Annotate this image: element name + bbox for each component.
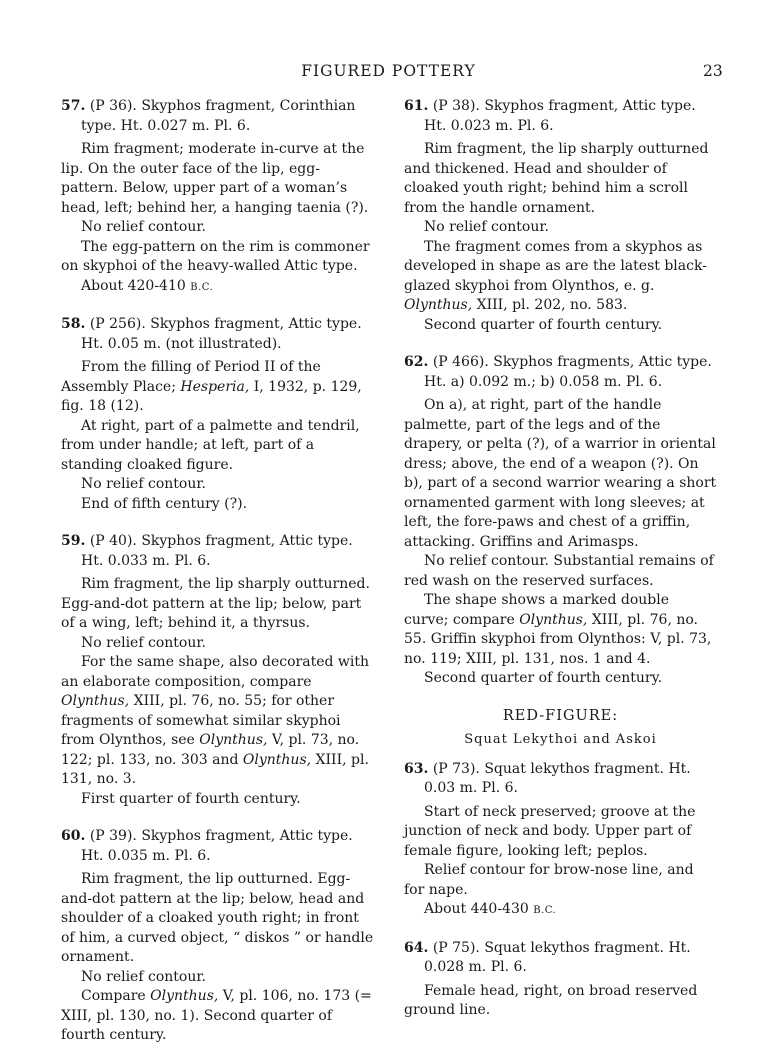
entry-number: 57. (61, 98, 86, 114)
entry-heading (61, 827, 374, 866)
section-subtitle: Squat Lekythoi and Askoi (464, 732, 657, 747)
entry-heading (61, 315, 374, 354)
contour-note: No relief contour. (81, 968, 206, 985)
entry-number: 58. (61, 316, 86, 332)
entry-number: 61. (404, 98, 429, 114)
entry-heading (61, 532, 374, 571)
date-line: Second quarter of fourth century. (424, 316, 663, 333)
commentary: For the same shape, also decorated with an elaborate composition, compare Olynthus, XIII, pl. 76, no. 55; for other fragments of somewhat similar skyphoi from Olynthos, see Olynthus, V, pl. 73, no. 122; pl. 133, no. 303 and Olynthus, XIII, pl. 131, no. 3. (61, 654, 370, 787)
catalogue-entry-60 (61, 827, 374, 1046)
date-line: End of fifth century (?). (81, 495, 248, 512)
description: Rim fragment, the lip outturned. Egg-and-dot pattern at the lip; below, head and shoulder of a cloaked youth right; in front of him, a curved object, “ diskos ” or handle ornament. (61, 871, 374, 965)
right-column (404, 97, 717, 1039)
contour-note: No relief contour. Substantial remains of red wash on the reserved surfaces. (404, 553, 714, 589)
catalogue-entry-57 (61, 97, 374, 297)
contour-note: Relief contour for brow-nose line, and for nape. (404, 862, 694, 898)
commentary: Compare Olynthus, V, pl. 106, no. 173 (= XIII, pl. 130, no. 1). Second quarter of fourth century. (61, 988, 372, 1043)
entry-number: 60. (61, 828, 86, 844)
entry-title: (P 36). Skyphos fragment, Corinthian type. Ht. 0.027 m. Pl. 6. (81, 98, 356, 134)
description: On a), at right, part of the handle palmette, part of the legs and of the drapery, or pelta (?), of a warrior in oriental dress; above, the end of a weapon (?). On b), part of a second warrior wearing a short ornamented garment with long sleeves; at left, the fore-paws and chest of a griffin, attacking. Griffins and Arimasps. (404, 397, 717, 550)
contour-note: No relief contour. (424, 219, 549, 235)
catalogue-entry-63 (404, 760, 717, 921)
left-column (61, 97, 374, 1064)
entry-heading (404, 939, 717, 978)
entry-title: (P 73). Squat lekythos fragment. Ht. 0.03 m. Pl. 6. (424, 760, 691, 796)
catalogue-entry-58 (61, 315, 374, 514)
provenance: From the filling of Period II of the Assembly Place; Hesperia, I, 1932, p. 129, fig. 18 (12). (61, 359, 362, 414)
date-line: Second quarter of fourth century. (424, 670, 663, 686)
commentary: The shape shows a marked double curve; compare Olynthus, XIII, pl. 76, no. 55. Griffin skyphoi from Olynthos: V, pl. 73, no. 119; XIII, pl. 131, nos. 1 and 4. (404, 592, 712, 667)
entry-number: 64. (404, 939, 429, 956)
page-number: 23 (703, 62, 723, 80)
entry-heading (404, 353, 717, 392)
entry-heading (61, 97, 374, 136)
description: Start of neck preserved; groove at the junction of neck and body. Upper part of female figure, looking left; peplos. (404, 803, 696, 859)
section-title: RED-FIGURE: (502, 707, 619, 724)
entry-heading (404, 97, 717, 136)
entry-title: (P 75). Squat lekythos fragment. Ht. 0.028 m. Pl. 6. (424, 939, 691, 975)
entry-title: (P 38). Skyphos fragment, Attic type. Ht. 0.023 m. Pl. 6. (424, 98, 696, 134)
description: Rim fragment, the lip sharply outturned and thickened. Head and shoulder of cloaked youth right; behind him a scroll from the handle ornament. (404, 141, 709, 216)
contour-note: No relief contour. (81, 219, 206, 235)
description: Rim fragment; moderate in-curve at the lip. On the outer face of the lip, egg-pattern. Below, upper part of a woman’s head, left; behind her, a hanging taenia (?). (61, 141, 369, 216)
date-line: About 440-430 B.C. (424, 901, 557, 917)
entry-title: (P 40). Skyphos fragment, Attic type. Ht. 0.033 m. Pl. 6. (81, 533, 353, 569)
entry-title: (P 39). Skyphos fragment, Attic type. Ht. 0.035 m. Pl. 6. (81, 828, 353, 864)
date-line: About 420-410 B.C. (81, 277, 214, 294)
date-line: First quarter of fourth century. (81, 790, 301, 807)
section-heading (404, 707, 717, 750)
catalogue-entry-59 (61, 532, 374, 809)
entry-number: 63. (404, 760, 429, 777)
catalogue-entry-61 (404, 97, 717, 335)
commentary: The fragment comes from a skyphos as developed in shape as are the latest black-glazed skyphoi from Olynthos, e. g. Olynthus, XIII, pl. 202, no. 583. (404, 238, 707, 313)
entry-title: (P 466). Skyphos fragments, Attic type. Ht. a) 0.092 m.; b) 0.058 m. Pl. 6. (424, 354, 712, 390)
contour-note: No relief contour. (81, 476, 206, 492)
catalogue-entry-64 (404, 939, 717, 1021)
entry-number: 62. (404, 354, 429, 370)
entry-heading (404, 760, 717, 799)
running-header: FIGURED POTTERY (301, 62, 476, 80)
description: Rim fragment, the lip sharply outturned. Egg-and-dot pattern at the lip; below, part of a wing, left; behind it, a thyrsus. (61, 576, 370, 631)
entry-number: 59. (61, 533, 86, 549)
contour-note: No relief contour. (81, 634, 206, 651)
catalogue-entry-62 (404, 353, 717, 689)
entry-title: (P 256). Skyphos fragment, Attic type. Ht. 0.05 m. (not illustrated). (81, 316, 362, 352)
commentary: The egg-pattern on the rim is commoner on skyphoi of the heavy-walled Attic type. (61, 238, 370, 274)
description: Female head, right, on broad reserved ground line. (404, 982, 698, 1018)
description: At right, part of a palmette and tendril, from under handle; at left, part of a standing cloaked figure. (61, 417, 360, 473)
